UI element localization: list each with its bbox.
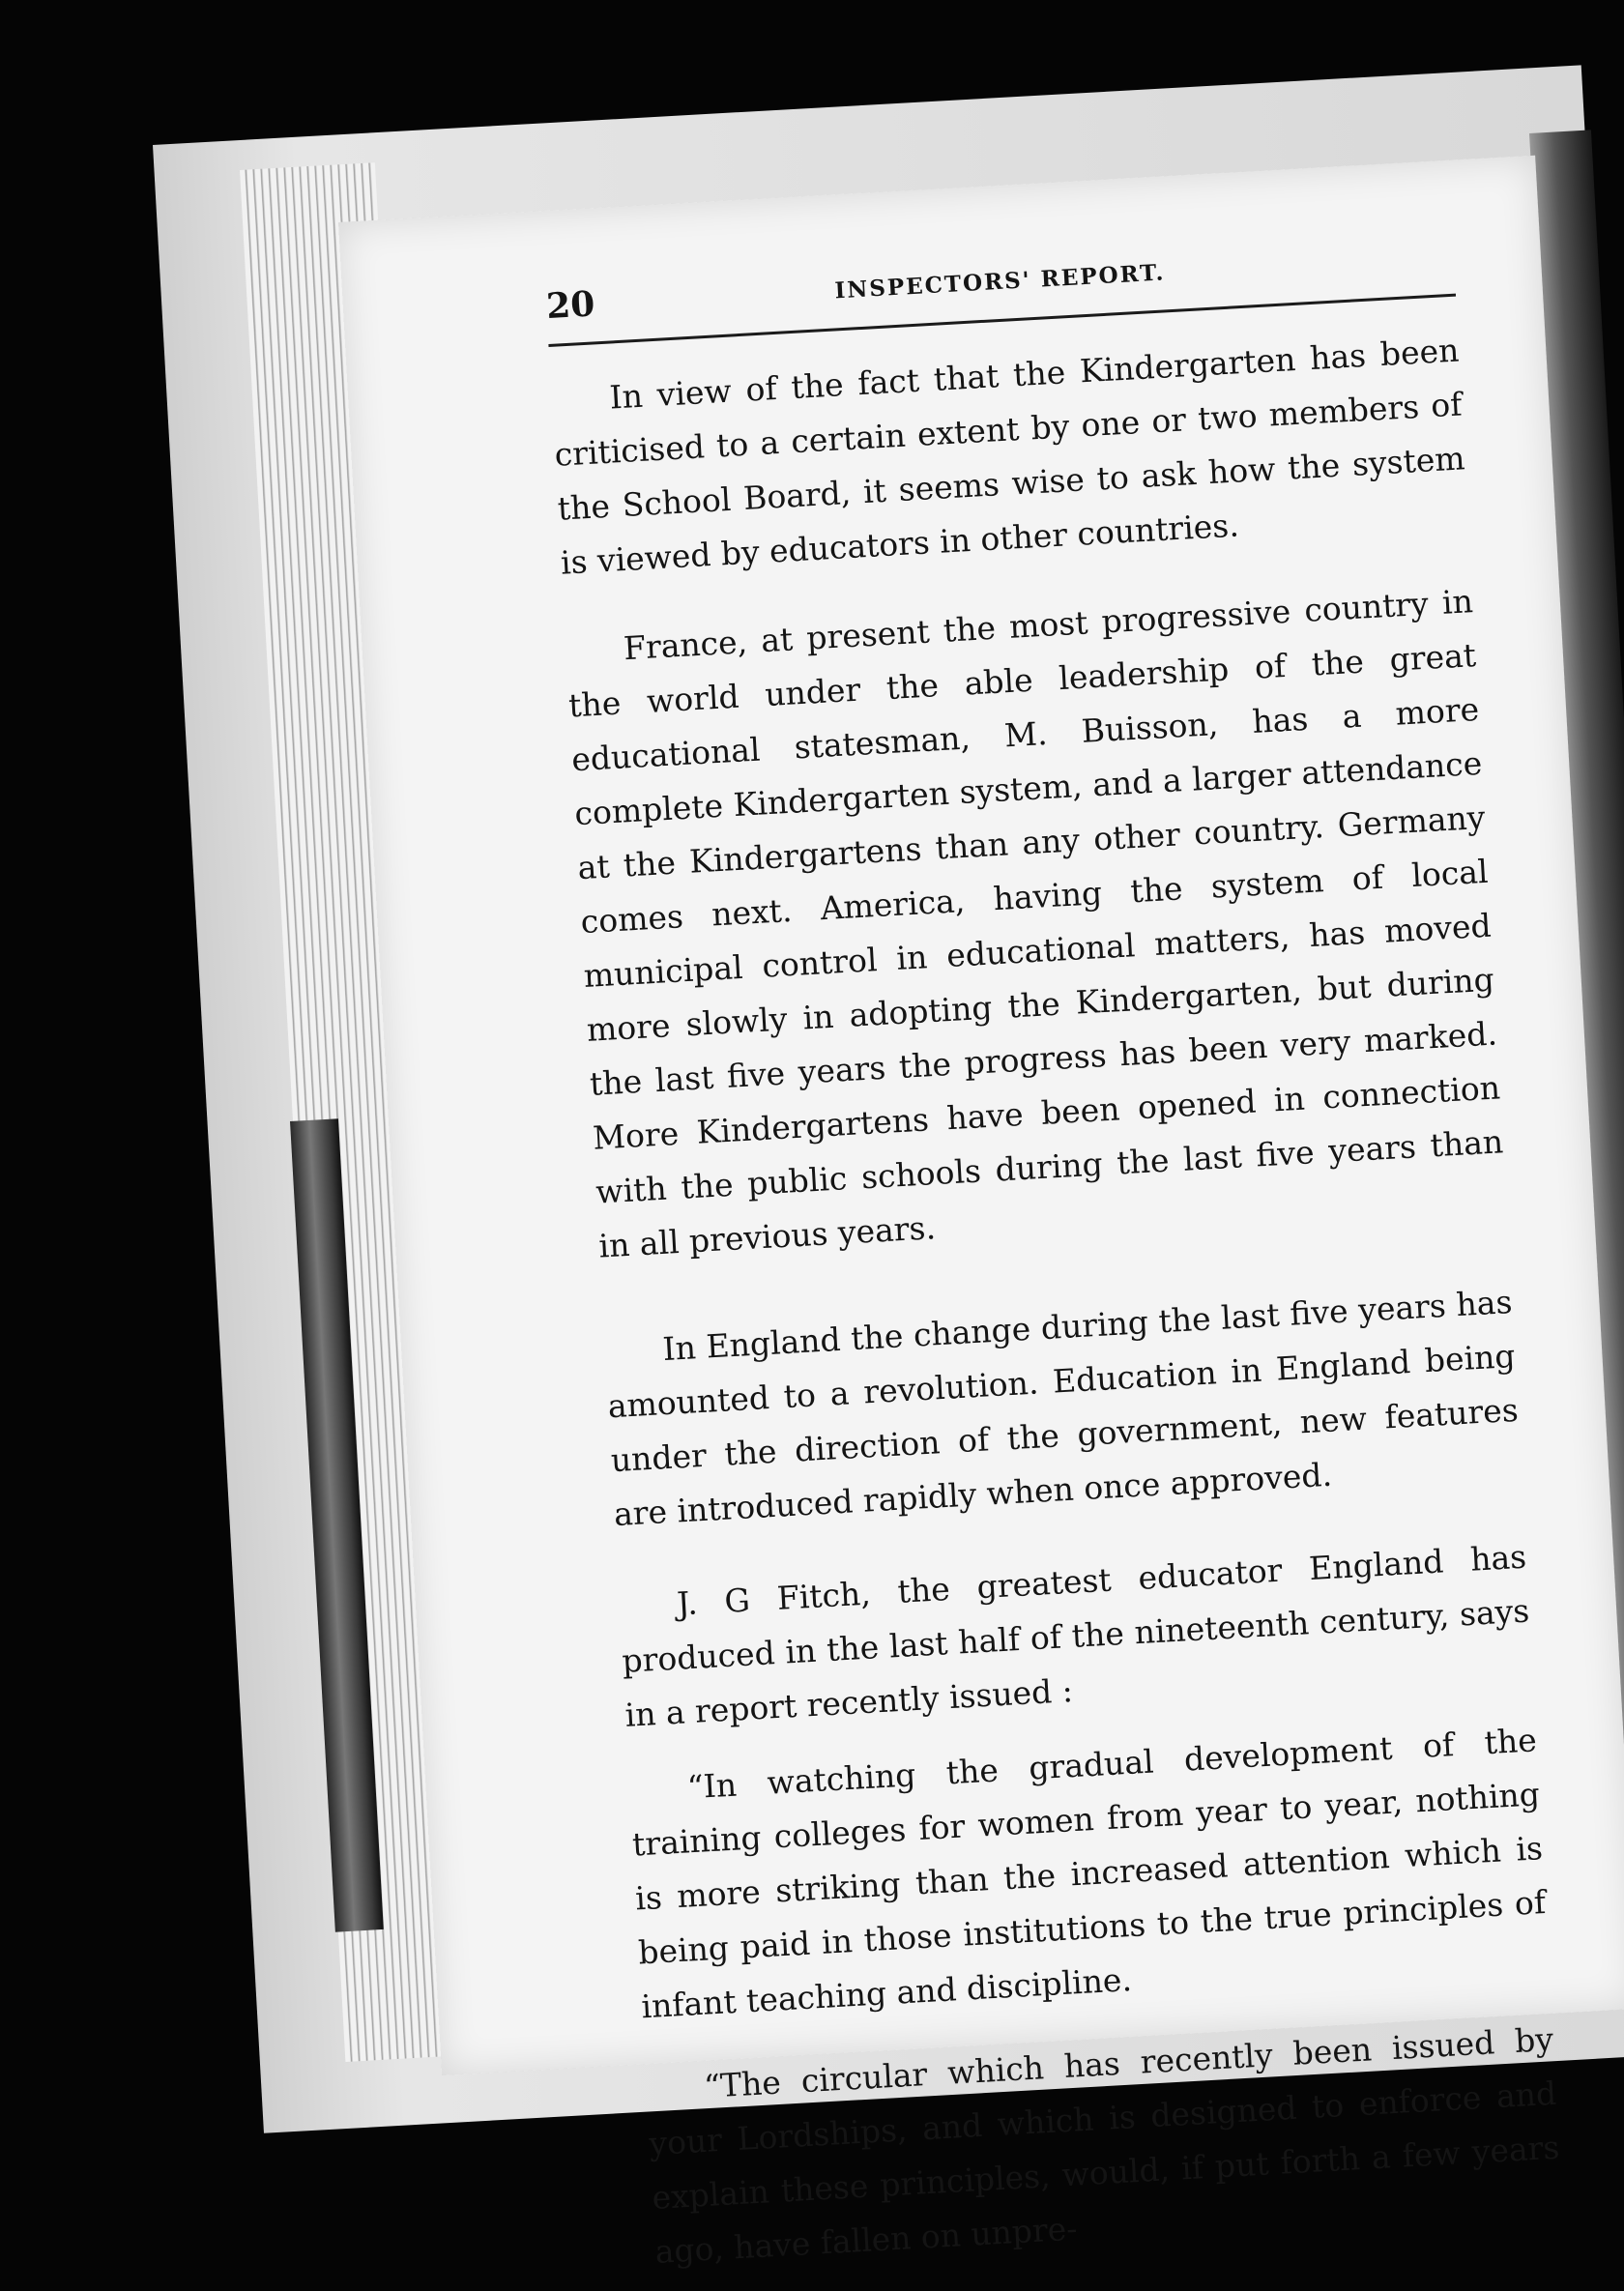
running-title: INSPECTORS' REPORT. — [833, 259, 1167, 304]
paragraph: J. G Fitch, the greatest educator England has produced in the last half of the nineteenth century, says in a report recently issued : — [621, 1537, 1531, 1734]
page-content — [544, 218, 1564, 2279]
paragraph: In view of the fact that the Kindergarten has been criticised to a certain extent by one or two members of the School Board, it seems wise to ask how the system is viewed by educators in other countries. — [553, 331, 1466, 582]
book-page — [338, 156, 1624, 2271]
paragraph: In England the change during the last five years has amounted to a revolution. Education in England being under the direction of the government, new features are introduced rapidly when once approved. — [606, 1282, 1520, 1534]
paragraph: France, at present the most progressive country in the world under the able leadership of the great educational statesman, M. Buisson, has a more complete Kindergarten system, and a larger attendance at the Kindergartens than any other country. Germany comes next. America, having the system of local municipal control in educational matters, has moved more slowly in adopting the Kindergarten, but during the last five years the progress has been very marked. More Kindergartens have been opened in connection with the public schools during the last five years than in all previous years. — [567, 582, 1505, 1265]
page-header — [544, 218, 1456, 347]
quotation-paragraph: “In watching the gradual development of the training colleges for women from year to year, nothing is more striking than the increased attention which is being paid in those institutions to the true principles of infant teaching and discipline. — [631, 1721, 1548, 2026]
quotation-paragraph: “The circular which has recently been issued by your Lordships, and which is designed to enforce and explain these principles, would, if put forth a few years ago, have fallen on unpre- — [648, 2019, 1561, 2271]
page-number: 20 — [545, 283, 596, 328]
